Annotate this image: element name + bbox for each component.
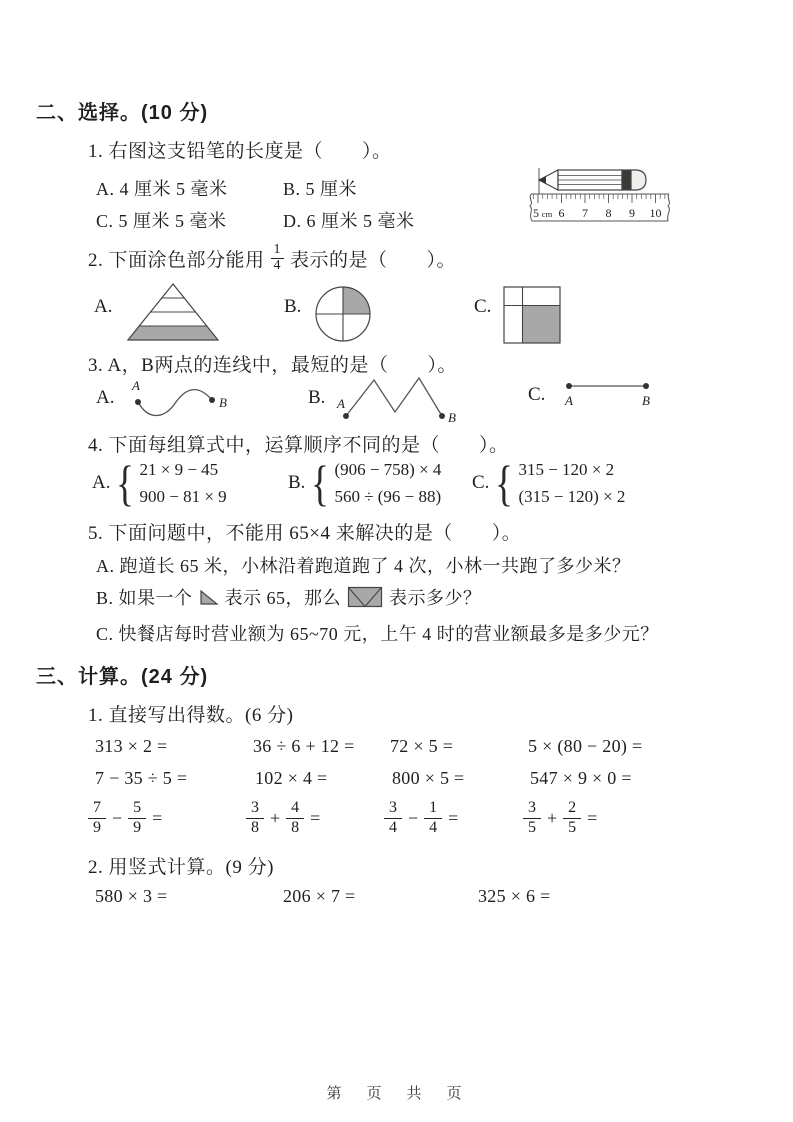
q3-text: 3. A，B两点的连线中，最短的是（ ）。 xyxy=(88,355,457,376)
q2-square-figure xyxy=(502,285,562,345)
q2-text-prefix: 2. 下面涂色部分能用 xyxy=(88,249,265,271)
q4c-expression-2: (315 − 120) × 2 xyxy=(518,487,626,506)
equals-sign: = xyxy=(448,807,459,828)
q3-label-c: C. xyxy=(528,384,546,405)
ruler-mark-6: 6 xyxy=(558,206,565,220)
equals-sign: = xyxy=(310,807,321,828)
q4-label-c: C. xyxy=(472,472,490,493)
q5-text: 5. 下面问题中，不能用 65×4 来解决的是（ ）。 xyxy=(88,523,522,544)
q5-option-c: C. 快餐店每时营业额为 65~70 元，上午 4 时的营业额最多是多少元？ xyxy=(96,624,659,644)
q4-option-b xyxy=(288,455,441,511)
ruler-mark-10: 10 xyxy=(649,206,662,220)
q5-option-b xyxy=(96,584,482,610)
q3c-point-a-label: A xyxy=(565,393,573,408)
equals-sign: = xyxy=(152,807,163,828)
section3-title: 三、计算。(24 分) xyxy=(36,666,209,688)
q4a-expression-2: 900 − 81 × 9 xyxy=(139,487,227,506)
operator: − xyxy=(408,807,419,828)
q4-option-a xyxy=(92,455,227,511)
q4b-expression-2: 560 ÷ (96 − 88) xyxy=(334,487,442,506)
q4b-expression-1: (906 − 758) × 4 xyxy=(334,460,442,479)
brace-icon: { xyxy=(495,455,514,511)
q1-option-d: D. 6 厘米 5 毫米 xyxy=(283,211,415,231)
calc-item: 5 × (80 − 20) = xyxy=(528,736,643,756)
q3-zigzag-figure xyxy=(336,372,458,428)
fraction-calc-item: $\frac{3}{8}$ + $\frac{4}{8}$ = xyxy=(246,800,320,837)
q2-label-b: B. xyxy=(284,296,302,317)
q3c-point-b-label: B xyxy=(642,393,650,408)
operator: − xyxy=(112,807,123,828)
fraction-calc-item: $\frac{3}{5}$ + $\frac{2}{5}$ = xyxy=(523,800,597,837)
ruler-unit: cm xyxy=(541,209,553,219)
q4-label-b: B. xyxy=(288,472,306,493)
calc-item: 36 ÷ 6 + 12 = xyxy=(253,736,355,756)
q2-label-a: A. xyxy=(94,296,113,317)
brace-icon: { xyxy=(116,455,135,511)
q2-circle-figure xyxy=(312,283,374,345)
q5-option-a: A. 跑道长 65 米，小林沿着跑道跑了 4 次，小林一共跑了多少米？ xyxy=(96,556,631,576)
q5b-text-mid: 表示 65，那么 xyxy=(224,588,342,608)
q4-text: 4. 下面每组算式中，运算顺序不同的是（ ）。 xyxy=(88,435,509,456)
calc-item: 7 − 35 ÷ 5 = xyxy=(95,768,188,788)
q3-curve-figure xyxy=(128,376,230,428)
calc-item: 800 × 5 = xyxy=(392,768,465,788)
fraction-calc-item: $\frac{7}{9}$ − $\frac{5}{9}$ = xyxy=(88,800,162,837)
operator: + xyxy=(270,807,281,828)
calc-item: 102 × 4 = xyxy=(255,768,328,788)
fraction-calc-item: $\frac{3}{4}$ − $\frac{1}{4}$ = xyxy=(384,800,458,837)
s3-sub2-title: 2. 用竖式计算。(9 分) xyxy=(88,857,274,878)
pencil-ruler-figure xyxy=(522,164,680,230)
q1-option-c: C. 5 厘米 5 毫米 xyxy=(96,211,227,231)
q3b-point-a-label: A xyxy=(337,396,345,411)
q4a-expression-1: 21 × 9 − 45 xyxy=(139,460,219,479)
q2-text xyxy=(88,243,456,273)
vertical-calc-item: 206 × 7 = xyxy=(283,886,356,906)
ruler-mark-7: 7 xyxy=(582,206,588,220)
q1-text: 1. 右图这支铅笔的长度是（ ）。 xyxy=(88,141,392,162)
q1-option-b: B. 5 厘米 xyxy=(283,179,358,199)
ruler-mark-8: 8 xyxy=(605,206,612,220)
operator: + xyxy=(547,807,558,828)
pencil-icon xyxy=(539,170,646,190)
q4-label-a: A. xyxy=(92,472,111,493)
q5b-text-suffix: 表示多少？ xyxy=(389,588,482,608)
q1-option-a: A. 4 厘米 5 毫米 xyxy=(96,179,228,199)
q3a-point-a-label: A xyxy=(132,378,140,393)
calc-item: 313 × 2 = xyxy=(95,736,168,756)
q3-label-b: B. xyxy=(308,387,326,408)
q3-label-a: A. xyxy=(96,387,115,408)
q2-label-c: C. xyxy=(474,296,492,317)
calc-item: 547 × 9 × 0 = xyxy=(530,768,632,788)
equals-sign: = xyxy=(587,807,598,828)
q3b-point-b-label: B xyxy=(448,410,456,425)
rectangle-of-triangles-icon xyxy=(347,586,383,608)
q2-triangle-figure xyxy=(126,282,226,344)
small-triangle-icon xyxy=(199,589,219,606)
brace-icon: { xyxy=(311,455,330,511)
calc-item: 72 × 5 = xyxy=(390,736,454,756)
one-fourth-fraction: $\frac{1}{4}$ xyxy=(271,243,285,273)
vertical-calc-item: 580 × 3 = xyxy=(95,886,168,906)
ruler-mark-9: 9 xyxy=(629,206,635,220)
q3-segment-figure xyxy=(560,374,655,414)
q4c-expression-1: 315 − 120 × 2 xyxy=(518,460,615,479)
s3-sub1-title: 1. 直接写出得数。(6 分) xyxy=(88,705,294,726)
vertical-calc-item: 325 × 6 = xyxy=(478,886,551,906)
q3a-point-b-label: B xyxy=(219,395,227,410)
q5b-text-prefix: B. 如果一个 xyxy=(96,588,193,608)
q2-text-suffix: 表示的是（ ）。 xyxy=(290,249,457,271)
q4-option-c xyxy=(472,455,625,511)
ruler-mark-5: 5 xyxy=(533,206,539,220)
page-footer: 第 页 共 页 xyxy=(326,1085,467,1102)
section2-title: 二、选择。(10 分) xyxy=(36,102,209,124)
